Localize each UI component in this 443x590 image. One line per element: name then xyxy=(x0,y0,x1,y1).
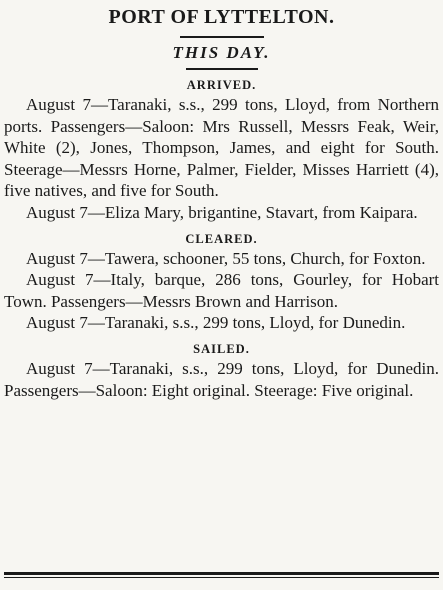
column-end-rule xyxy=(4,572,439,578)
section-heading-arrived: ARRIVED. xyxy=(186,78,257,92)
end-rule-thick xyxy=(4,572,439,575)
section-cleared xyxy=(4,230,439,334)
end-rule-thin xyxy=(4,577,439,578)
title-divider xyxy=(180,36,264,38)
shipping-entry: August 7—Eliza Mary, brigantine, Stavart, from Kaipara. xyxy=(26,202,418,222)
shipping-entry: August 7—Taranaki, s.s., 299 tons, Lloyd, from Northern ports. Passengers—Saloon: Mrs Russell, Messrs Feak, Weir, White (2), Jones, Thompson, James, and eight for South. Steerage—Messrs Horne, Palmer, Fielder, Misses Harriett (4), five natives, and five for South. xyxy=(4,95,439,201)
subtitle-divider xyxy=(186,68,258,70)
section-sailed xyxy=(4,340,439,401)
column-title: PORT OF LYTTELTON. xyxy=(108,6,335,28)
section-heading-cleared: CLEARED. xyxy=(185,231,258,246)
shipping-entry: August 7—Taranaki, s.s., 299 tons, Lloyd, for Dunedin. Passengers—Saloon: Eight original. Steerage: Five original. xyxy=(4,358,439,400)
shipping-entry: August 7—Italy, barque, 286 tons, Gourley, for Hobart Town. Passengers—Messrs Brown and Harrison. xyxy=(4,270,439,311)
shipping-entry: August 7—Taranaki, s.s., 299 tons, Lloyd, for Dunedin. xyxy=(26,313,406,333)
column-subtitle: THIS DAY. xyxy=(172,43,271,62)
shipping-entry: August 7—Tawera, schooner, 55 tons, Church, for Foxton. xyxy=(26,248,426,268)
section-heading-sailed: SAILED. xyxy=(193,341,250,356)
section-arrived xyxy=(4,76,439,224)
